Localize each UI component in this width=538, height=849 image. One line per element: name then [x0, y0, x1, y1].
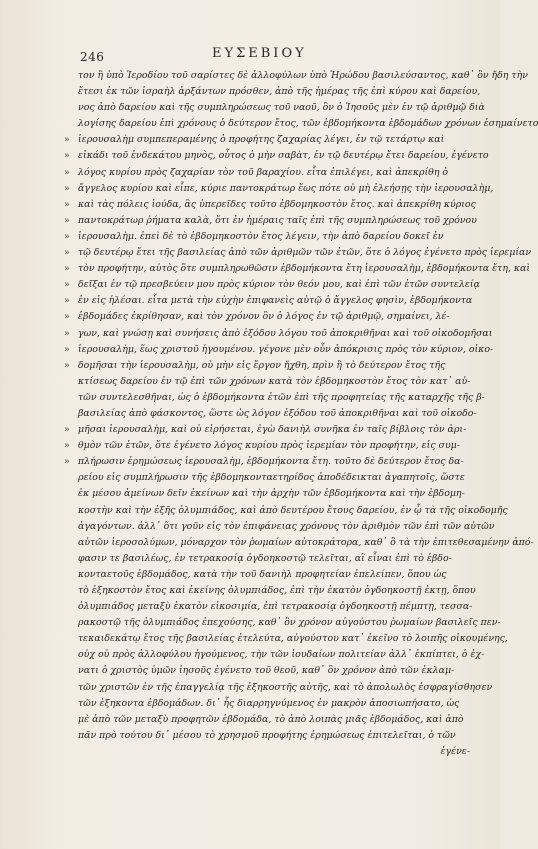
margin-quote-mark: »: [64, 360, 70, 371]
text-line: [78, 374, 470, 390]
line-text: οὐχ οὐ πρὸς ἀλλοφύλου ἡγούμενος, τὴν τῶν ἰουδαίων πολιτείαν ἀλλ᾽ ἐκπίπτει, ὁ ἐχ-: [78, 649, 485, 661]
line-text: καὶ τὰς πόλεις ἰούδα, ἃς ὑπερεῖδες τοῦτο ἑβδομηκοστὸν ἔτος. καὶ ἀπεκρίθη κύριος: [78, 198, 476, 210]
margin-quote-mark: »: [64, 248, 70, 259]
text-line: [64, 197, 476, 213]
line-text: ρείου εἰς συμπλήρωσιν τῆς ἑβδομηκονταετηρίδος ἀποδέδεικται ἀγαπητοῖς, ὥστε: [78, 472, 465, 484]
line-text: νος ἀπὸ δαρείου καὶ τῆς συμπληρώσεως τοῦ ναοῦ, ὃν ὁ Ἱησοῦς μὲν ἐν τῷ ἀριθμῷ διὰ: [78, 102, 485, 114]
text-line: [78, 567, 470, 583]
page-number: 246: [80, 50, 105, 64]
text-line: [78, 406, 477, 422]
text-line: [64, 229, 470, 245]
text-line: [78, 615, 501, 631]
text-line: [78, 390, 485, 406]
line-text: τῶν συντελεσθῆναι, ὡς ὁ ἑβδομήκοντα ἐτῶν ἐπὶ τῆς προφητείας τῆς καταρχῆς τῆς β-: [78, 391, 485, 403]
text-line: [78, 100, 485, 116]
text-line: [78, 503, 508, 519]
text-line: [64, 261, 531, 277]
text-line: [78, 519, 495, 535]
text-line: [78, 470, 470, 486]
text-line: [78, 728, 470, 744]
margin-quote-mark: »: [64, 280, 70, 291]
line-text: τῶν ἑξηκοντα ἑβδομάδων. δι᾽ ἧς διαρρηγνύμενος ἐν μακρὸν ἀποσιωπήσατο, ὡς: [78, 697, 460, 709]
line-text: νατι ὁ χριστὸς ὑμῶν ἰησοῦς ἐγένετο τοῦ θεοῦ, καθ᾽ ὃν χρόνον ἀπὸ τῶν ἐκλαμ-: [78, 665, 455, 677]
line-text: ἔτεσι ἐκ τῶν ἰσραὴλ ἀρξάντων πρόσθεν, ἀπὸ τῆς ἡμέρας τῆς ἐπὶ κύρου καὶ δαρείου,: [78, 86, 481, 98]
line-text: βασιλείας ἀπὸ φάσκοντος, ὥστε ὡς λόγον ἐξόδου τοῦ ἀποκριθῆναι καὶ τοῦ οἰκοδο-: [78, 407, 477, 419]
text-line: [64, 358, 470, 374]
text-line: [78, 551, 470, 567]
text-line: [64, 165, 470, 181]
line-text: τὸν προφήτην, αὐτὸς ὅτε συμπληρωθῶσιν ἑβδομήκοντα ἔτη ἱερουσαλὴμ, ἑβδομήκοντα ἔτη, καὶ: [78, 263, 531, 275]
line-text: δεῖξαι ἐν τῷ πρεσβεύειν μου πρὸς κύριον τὸν θεόν μου, καὶ ἐπὶ τῶν ἐτῶν συντελείᾳ: [78, 279, 480, 291]
text-line: [64, 342, 494, 358]
text-line: [64, 148, 489, 164]
text-line: [64, 422, 470, 438]
line-text: κοστὴν καὶ τὴν ἐξῆς ὀλυμπιάδος, καὶ ἀπὸ δευτέρου ἔτους δαρείου, ἐν ᾧ τὰ τῆς οἰκοδομῆς: [78, 504, 508, 516]
margin-quote-mark: »: [64, 312, 70, 323]
line-text: ἐκ μέσου ἀμείνων δεῖν ἐκείνων καὶ τὴν ἀρχὴν τῶν ἑβδομήκοντα καὶ τὴν ἐβδομη-: [78, 488, 465, 500]
margin-quote-mark: »: [64, 215, 70, 226]
margin-quote-mark: »: [64, 441, 70, 452]
text-line: [78, 84, 481, 100]
line-text: δομῆσαι τὴν ἱερουσαλὴμ, οὐ μὴν εἰς ἔργον ἤχθη, πρὶν ἢ τὸ δεύτερον ἔτος τῆς: [78, 359, 446, 371]
line-text: ἱερουσαλὴμ, ἕως χριστοῦ ἡγουμένου. γέγονε μὲν οὖν ἀπόκρισις πρὸς τὸν κύριον, οἰκο-: [78, 343, 494, 355]
text-line: [64, 326, 493, 342]
line-text: τῷ δευτέρῳ ἔτει τῆς βασιλείας ἀπὸ τῶν ἀριθμῶν τῶν ἐτῶν, ὅτε ὁ λόγος ἐγένετο πρὸς ἱερεμίαν: [78, 247, 532, 259]
text-line: [78, 631, 508, 647]
margin-quote-mark: »: [64, 328, 70, 339]
margin-quote-mark: »: [64, 344, 70, 355]
text-block: [64, 68, 538, 760]
line-text: φασιν τε βασιλέως, ἐν τετρακοσίᾳ ὀγδοηκοστῷ τελεῖται, αἳ εἶναι ἐπὶ τὸ ἑβδο-: [78, 552, 452, 564]
line-text: λόγος κυρίου πρὸς ζαχαρίαν τὸν τοῦ βαραχίου. εἶτα ἐπιλέγει, καὶ ἀπεκρίθη ὁ: [78, 166, 449, 178]
line-text: κονταετοῦς ἑβδομάδος, κατὰ τὴν τοῦ δανιὴλ προφητείαν ἐπελείπεν, ὅπου ὡς: [78, 568, 447, 580]
text-line: [78, 680, 493, 696]
margin-quote-mark: »: [64, 199, 70, 210]
line-text: κτίσεως δαρείου ἐν τῷ ἐπὶ τῶν χρόνων κατὰ τὸν ἑβδομηκοστὸν ἔτος τὸν κατ᾽ αὐ-: [78, 375, 471, 387]
catchword: ἐγένε-: [440, 745, 470, 757]
text-line: [64, 132, 470, 148]
line-text: ἱερουσαλὴμ. ἐπεὶ δὲ τὸ ἑβδομηκοστὸν ἔτος λέγειν, τὴν ἀπὸ δαρείου δοκεῖ ἐν: [78, 230, 444, 242]
line-text: ἐν εἰς ἡλέσαι. εἶτα μετὰ τὴν εὐχὴν ἐπιφανεὶς αὐτῷ ὁ ἄγγελος φησὶν, ἑβδομήκοντα: [78, 295, 473, 307]
text-line: [64, 293, 473, 309]
line-text: μῆσαι ἱερουσαλὴμ, καὶ οὐ εἰρήσεται, ἐγὼ δανιὴλ συνῆκα ἐν ταῖς βίβλοις τὸν ἀρι-: [78, 424, 467, 436]
line-text: πλήρωσιν ἐρημώσεως ἱερουσαλὴμ, ἑβδομήκοντα ἔτη. τοῦτο δὲ δεύτερον ἔτος δα-: [78, 456, 464, 468]
margin-quote-mark: »: [64, 425, 70, 436]
line-text: μὲ ἀπὸ τῶν μεταξὺ προφητῶν ἑβδομάδα, τὸ ἀπὸ λοιπὰς μιᾶς ἑβδομάδος, καὶ ἀπὸ: [78, 713, 464, 725]
line-text: ἄγγελος κυρίου καὶ εἶπε, κύριε παντοκράτωρ ἕως πότε οὐ μὴ ἐλεήσῃς τὴν ἱερουσαλὴμ,: [78, 182, 494, 194]
line-text: πᾶν πρὸ τούτου δι᾽ μέσου τὸ χρησμοῦ προφήτης ἐρημώσεως ἐπιτελεῖται, ὁ τῶν: [78, 729, 456, 741]
margin-quote-mark: »: [64, 264, 70, 275]
text-line: [64, 245, 532, 261]
line-text: τεκαιδεκάτῳ ἔτος τῆς βασιλείας ἐτελεύτα, αὐγούστου κατ᾽ ἐκεῖνο τὸ λοιπῆς οἰκουμένης,: [78, 633, 508, 645]
text-line: [64, 438, 470, 454]
margin-quote-mark: »: [64, 183, 70, 194]
line-text: ὀλυμπιάδος μεταξὺ ἑκατὸν εἰκοσιμία, ἐπὶ τετρακοσίᾳ ὀγδοηκοστῇ πέμπτῃ, τεσσα-: [78, 601, 473, 613]
line-text: εἰκάδι τοῦ ἑνδεκάτου μηνὸς, οὗτος ὁ μὴν σαβὰτ, ἐν τῷ δευτέρῳ ἔτει δαρείου, ἐγένετο: [78, 150, 489, 162]
text-line: [78, 696, 470, 712]
line-text: ἑβδομάδες ἐκρίθησαν, καὶ τὸν χρόνον ὃν ὁ λόγος ἐν τῷ ἀριθμῷ, σημαίνει, λέ-: [78, 311, 450, 323]
line-text: αὐτῶν ἱεροσολύμων, μόναρχον τὸν ῥωμαίων αὐτοκράτορα, καθ᾽ ὃ τὰ τὴν ἐπιτεθεσαμένην ἀπό-: [78, 536, 534, 548]
line-text: θμὸν τῶν ἐτῶν, ὅτε ἐγένετο λόγος κυρίου πρὸς ἱερεμίαν τὸν προφήτην, εἰς συμ-: [78, 440, 460, 452]
text-line: [78, 663, 470, 679]
margin-quote-mark: »: [64, 135, 70, 146]
text-line: [78, 486, 470, 502]
text-line: [64, 213, 477, 229]
margin-quote-mark: »: [64, 296, 70, 307]
text-line: [78, 712, 470, 728]
margin-quote-mark: »: [64, 231, 70, 242]
text-line: [64, 454, 470, 470]
text-line: [64, 181, 494, 197]
text-line: [78, 535, 534, 551]
line-text: ἱερουσαλὴμ συμπεπεραμένης ὁ προφήτης ζαχαρίας λέγει, ἐν τῷ τετάρτῳ καὶ: [78, 134, 445, 146]
text-line: [78, 68, 528, 84]
text-line: [78, 647, 485, 663]
text-line: [78, 116, 538, 132]
text-line: [64, 277, 480, 293]
running-title: ΕΥΣΕΒΙΟΥ: [212, 46, 307, 61]
margin-quote-mark: »: [64, 457, 70, 468]
line-text: τῶν χριστῶν ἐν τῆς ἐπαγγελίᾳ τῆς ἐξηκοστῆς αὐτῆς, καὶ τὸ ἀπολωλὸς ἐσφραγίσθησεν: [78, 681, 493, 693]
line-text: ρακοστῷ τῆς ὀλυμπιάδος ἐπεχούσης, καθ᾽ ὃν χρόνον αὐγούστου ῥωμαίων βασιλεῖς πεν-: [78, 617, 501, 629]
text-line: [64, 309, 470, 325]
line-text: τὸ ἑξηκοστὸν ἔτος καὶ ἐκείνης ὀλυμπιάδος, ἐπὶ τὴν ἐκατὸν ὀγδοηκοστῇ ἑκτῃ, ὅπου: [78, 585, 476, 596]
line-text: τον ἢ ὑπὸ Ἱεροδίου τοῦ σαρίστες δὲ ἀλλοφύλων ὑπὸ Ἡρώδου βασιλεύσαντος, καθ᾽ ὃν ἤδη τὴν: [78, 70, 528, 81]
line-text: γων, καὶ γνώσῃ καὶ συνήσεις ἀπὸ ἐξόδου λόγου τοῦ ἀποκριθῆναι καὶ τοῦ οἰκοδομῆσαι: [78, 327, 493, 339]
line-text: λογίσης δαρείου ἐπὶ χρόνους ὁ δεύτερον ἔτος, τῶν ἑβδομήκοντα ἑβδομάδων χρόνων ἐσημαίνετο: [78, 118, 538, 130]
margin-quote-mark: »: [64, 151, 70, 162]
text-line: [78, 583, 476, 599]
text-line: [78, 599, 473, 615]
margin-quote-mark: »: [64, 167, 70, 178]
line-text: ἀγαγόντων. ἀλλ᾽ ὅτι γοῦν εἰς τὸν ἐπιφάνειας χρόνους τὸν ἀριθμὸν τῶν ἐπὶ τῶν αὐτῶν: [78, 520, 495, 532]
line-text: παντοκράτωρ ῥήματα καλὰ, ὅτι ἐν ἡμέραις ταῖς ἐπὶ τῆς συμπληρώσεως τοῦ χρόνου: [78, 214, 477, 226]
